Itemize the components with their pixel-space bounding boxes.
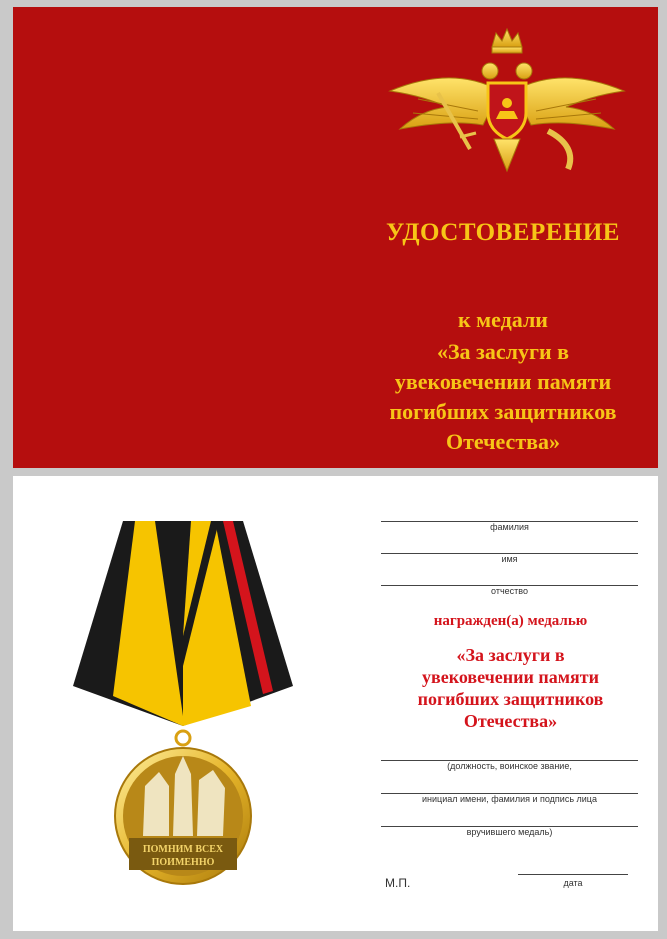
cover-medal-name-line: Отечества» xyxy=(445,429,561,454)
inner-medal-name-line: Отечества» xyxy=(463,711,558,731)
medal-inscription-line: ПОМНИМ ВСЕХ xyxy=(142,844,224,855)
cover-lead-text: к медали xyxy=(458,307,548,332)
position-rank-caption: (должность, воинское звание, xyxy=(447,761,572,771)
inner-medal-name-line: увековечении памяти xyxy=(422,667,599,687)
patronymic-caption: отчество xyxy=(491,586,528,596)
date-line[interactable] xyxy=(518,874,628,875)
stamp-placeholder: М.П. xyxy=(385,876,411,890)
cover-medal-name-line: погибших защитников xyxy=(389,399,617,424)
awarding-person-caption: вручившего медаль) xyxy=(466,827,553,837)
certificate-title: УДОСТОВЕРЕНИЕ xyxy=(386,219,620,246)
cover-medal-name-line: увековечении памяти xyxy=(394,369,612,394)
certificate-cover xyxy=(13,7,658,468)
inner-medal-name-line: погибших защитников xyxy=(417,689,604,709)
awarded-text: награжден(а) медалью xyxy=(433,613,588,629)
cover-medal-name-line: «За заслуги в xyxy=(436,339,570,364)
medal-with-ribbon-icon xyxy=(73,516,293,906)
name-caption: имя xyxy=(501,554,518,564)
certificate-inner-page xyxy=(13,476,658,931)
inner-medal-name xyxy=(373,644,648,732)
date-caption: дата xyxy=(563,878,583,888)
surname-caption: фамилия xyxy=(490,522,529,532)
initials-signature-caption: инициал имени, фамилия и подпись лица xyxy=(422,794,597,804)
double-headed-eagle-emblem-icon xyxy=(378,21,636,181)
medal-inscription-line: ПОИМЕННО xyxy=(151,857,215,868)
cover-medal-name xyxy=(343,337,663,457)
inner-medal-name-line: «За заслуги в xyxy=(456,645,565,665)
